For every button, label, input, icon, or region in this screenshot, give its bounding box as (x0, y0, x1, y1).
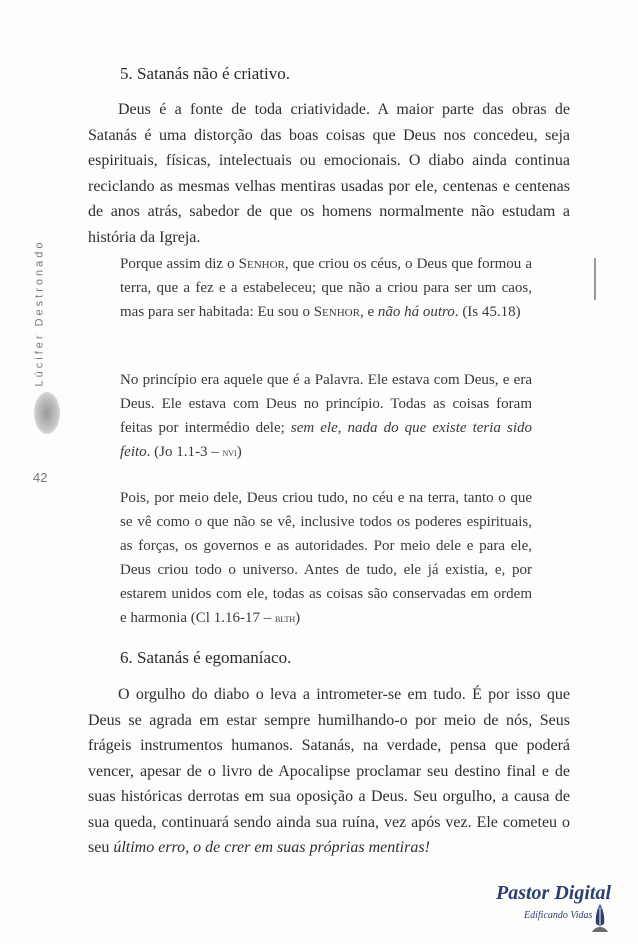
quote-isaiah-italic: não há outro (377, 304, 455, 320)
section-6-paragraph (88, 682, 570, 861)
praying-hands-icon (588, 902, 612, 934)
quote-colossians (120, 486, 532, 630)
lord-small-caps-1: Senhor (238, 256, 285, 272)
quote-john-close: ) (236, 444, 242, 460)
section-6-text: O orgulho do diabo o leva a intrometer-se em tudo. É por isso que Deus se agrada em estar sempre humilhando-o por meio de nós, Seus frágeis instrumentos humanos. Satanás, na verdade, pensa que poderá vencer, apesar de o livro de Apocalipse proclamar seu destino final e de suas históricas derrotas em sua oposição a Deus. Seu orgulho, a causa de sua queda, continuará sendo ainda sua ruína, vez após vez. Ele cometeu o seu (88, 686, 570, 856)
section-5-heading: 5. Satanás não é criativo. (120, 64, 290, 83)
running-title-text: Lúcifer Destronado (33, 239, 46, 387)
quote-john (120, 368, 532, 464)
page-number: 42 (33, 470, 48, 485)
logo-subtitle: Edificando Vidas (524, 910, 593, 921)
quote-isaiah (120, 252, 532, 324)
lord-small-caps-2: Senhor (313, 304, 360, 320)
pastor-digital-logo (486, 880, 616, 938)
quote-john-version: nvi (222, 445, 237, 459)
margin-mark (594, 258, 596, 300)
quote-john-italic: sem ele, nada do que existe teria sido feito (120, 420, 532, 460)
quote-isaiah-text-3: , (359, 304, 364, 320)
quote-isaiah-text-2: , que criou os céus, o Deus que formou a terra, que a fez e a estabeleceu; que não a criou para ser um caos, mas para ser habitada: Eu sou o (120, 256, 532, 320)
quote-colossians-version: blth (274, 611, 296, 625)
quote-john-text: No princípio era aquele que é a Palavra. Ele estava com Deus, e era Deus. Ele estava com Deus no princípio. Todas as coisas foram feitas por intermédio dele; (120, 372, 532, 436)
logo-title: Pastor Digital (496, 882, 612, 904)
section-5-paragraph (88, 97, 570, 250)
margin-ornament (34, 392, 60, 434)
section-6-italic: último erro, o de crer em suas próprias mentiras! (113, 839, 430, 856)
quote-isaiah-text-1: Porque assim diz o (120, 256, 239, 272)
section-5-text: Deus é a fonte de toda criatividade. A maior parte das obras de Satanás é uma distorção das boas coisas que Deus nos concedeu, seja espirituais, físicas, intelectuais ou emocionais. O diabo ainda continua reciclando as mesmas velhas mentiras usadas por ele, centenas e centenas de anos atrás, sabedor de que os homens normalmente não estudam a história da Igreja. (88, 101, 570, 246)
quote-isaiah-reference: . (Is 45.18) (454, 304, 521, 320)
running-title (30, 228, 48, 398)
section-6-heading: 6. Satanás é egomaníaco. (120, 648, 292, 667)
quote-john-reference: . (Jo 1.1-3 – (146, 444, 223, 460)
quote-colossians-close: ) (295, 610, 301, 626)
quote-isaiah-conj: e (363, 304, 378, 320)
quote-colossians-text: Pois, por meio dele, Deus criou tudo, no céu e na terra, tanto o que se vê como o que não se vê, inclusive todos os poderes espirituais, as forças, os governos e as autoridades. Por meio dele e para ele, Deus criou todo o universo. Antes de tudo, ele já existia, e, por estarem unidos com ele, todas as coisas são conservadas em ordem e harmonia (Cl 1.16-17 – (120, 490, 532, 626)
